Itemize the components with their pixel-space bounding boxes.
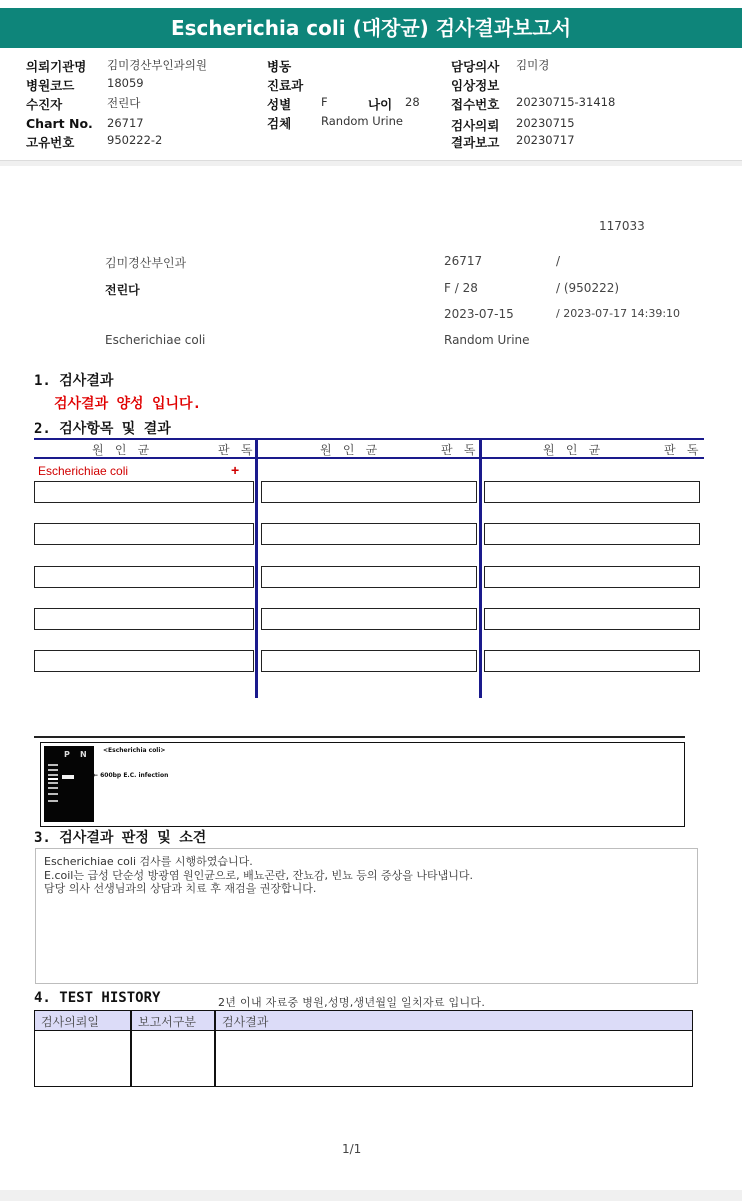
info-sex-age: F / 28 bbox=[444, 281, 478, 295]
info-report-datetime: / 2023-07-17 14:39:10 bbox=[556, 307, 681, 320]
gel-photo bbox=[44, 746, 94, 822]
section-2-heading: 2. 검사항목 및 결과 bbox=[34, 421, 171, 437]
history-note: 2년 이내 자료중 병원,성명,생년월일 일치자료 입니다. bbox=[218, 996, 486, 1009]
header-label-unique-no: 고유번호 bbox=[26, 135, 75, 150]
result-row-box bbox=[34, 523, 254, 545]
info-test-name: Escherichiae coli bbox=[105, 333, 206, 347]
header-value-patient: 전린다 bbox=[107, 96, 141, 110]
header-label-chart-no: Chart No. bbox=[26, 116, 93, 131]
result-row-box bbox=[484, 608, 700, 630]
findings-line-3: 담당 의사 선생님과의 상담과 치료 후 재검을 권장합니다. bbox=[44, 882, 317, 895]
result-pathogen-name: Escherichiae coli bbox=[38, 464, 129, 478]
header-label-receipt-no: 접수번호 bbox=[451, 97, 500, 112]
result-row-box bbox=[261, 566, 477, 588]
header-value-age: 28 bbox=[405, 95, 420, 109]
result-table-top-line bbox=[34, 438, 704, 440]
header-label-clinical-info: 임상정보 bbox=[451, 78, 500, 93]
header-label-specimen: 검체 bbox=[267, 116, 292, 131]
gel-lane-n-label: N bbox=[80, 750, 87, 759]
history-table-header bbox=[35, 1011, 692, 1031]
result-table-divider-1 bbox=[255, 438, 258, 698]
column-header-reading-1: 판 독 bbox=[218, 443, 255, 457]
gel-ladder-band bbox=[48, 800, 58, 802]
info-chart-no: 26717 bbox=[444, 254, 483, 268]
column-header-reading-3: 판 독 bbox=[664, 443, 701, 457]
header-value-receipt-no: 20230715-31418 bbox=[516, 95, 616, 109]
header-value-chart-no: 26717 bbox=[107, 116, 144, 130]
header-label-request-date: 검사의뢰 bbox=[451, 118, 500, 133]
history-table bbox=[34, 1010, 693, 1087]
gel-ladder-band bbox=[48, 782, 58, 784]
info-birth: / (950222) bbox=[556, 281, 620, 295]
column-header-pathogen-1: 원 인 균 bbox=[92, 443, 152, 457]
header-label-ward: 병동 bbox=[267, 59, 292, 74]
result-row-box bbox=[484, 650, 700, 672]
info-code: 117033 bbox=[599, 219, 645, 233]
result-table-divider-2 bbox=[479, 438, 482, 698]
info-slash: / bbox=[556, 254, 561, 268]
result-row-box bbox=[484, 523, 700, 545]
gel-ladder-band bbox=[48, 787, 58, 789]
header-label-hospital-code: 병원코드 bbox=[26, 78, 75, 93]
header-label-doctor: 담당의사 bbox=[451, 59, 500, 74]
result-reading-sign: + bbox=[231, 462, 240, 478]
history-col-result: 검사결과 bbox=[222, 1015, 269, 1029]
info-request-date: 2023-07-15 bbox=[444, 307, 514, 321]
positive-result-text: 검사결과 양성 입니다. bbox=[54, 396, 202, 412]
history-col-divider bbox=[214, 1011, 216, 1086]
result-row-box bbox=[261, 650, 477, 672]
header-label-requester: 의뢰기관명 bbox=[26, 59, 87, 74]
gel-positive-band bbox=[62, 775, 74, 779]
findings-line-2: E.coil는 급성 단순성 방광염 원인균으로, 배뇨곤란, 잔뇨감, 빈뇨 등의 증상을 나타냅니다. bbox=[44, 868, 473, 882]
header-value-report-date: 20230717 bbox=[516, 133, 575, 147]
gel-band-note: ← 600bp E.C. infection bbox=[93, 772, 169, 779]
gel-ladder-band bbox=[48, 778, 58, 780]
result-row-box bbox=[261, 608, 477, 630]
gel-ladder-band bbox=[48, 769, 58, 771]
header-value-request-date: 20230715 bbox=[516, 116, 575, 130]
column-header-pathogen-2: 원 인 균 bbox=[320, 443, 380, 457]
history-col-divider bbox=[130, 1011, 132, 1086]
result-row-box bbox=[34, 566, 254, 588]
findings-box bbox=[35, 848, 698, 984]
section-1-heading: 1. 검사결과 bbox=[34, 373, 114, 389]
header-value-doctor: 김미경 bbox=[516, 58, 550, 72]
result-row-box bbox=[34, 650, 254, 672]
header-label-sex: 성별 bbox=[267, 97, 292, 112]
section-3-heading: 3. 검사결과 판정 및 소견 bbox=[34, 830, 207, 846]
page-number: 1/1 bbox=[342, 1142, 362, 1156]
result-row-box bbox=[261, 481, 477, 503]
gel-section-rule bbox=[34, 736, 685, 738]
footer-band bbox=[0, 1190, 742, 1201]
header-label-patient: 수진자 bbox=[26, 97, 63, 112]
gel-electrophoresis-image bbox=[40, 742, 685, 827]
section-4-heading: 4. TEST HISTORY bbox=[34, 990, 161, 1006]
gel-ladder-band bbox=[48, 774, 58, 776]
result-row-box bbox=[261, 523, 477, 545]
gel-lane-p-label: P bbox=[64, 750, 70, 759]
gel-ladder-band bbox=[48, 764, 58, 766]
header-divider bbox=[0, 160, 742, 166]
history-col-request-date: 검사의뢰일 bbox=[41, 1015, 99, 1029]
gel-title: <Escherichia coli> bbox=[103, 747, 166, 754]
result-row-box bbox=[484, 481, 700, 503]
result-row-box bbox=[34, 608, 254, 630]
header-value-unique-no: 950222-2 bbox=[107, 133, 163, 147]
findings-line-1: Escherichiae coli 검사를 시행하였습니다. bbox=[44, 855, 253, 868]
header-value-requester: 김미경산부인과의원 bbox=[107, 58, 207, 72]
history-col-report-type: 보고서구분 bbox=[138, 1015, 196, 1029]
info-patient-name: 전린다 bbox=[105, 283, 140, 297]
report-title: Escherichia coli (대장균) 검사결과보고서 bbox=[0, 8, 742, 48]
info-specimen: Random Urine bbox=[444, 333, 530, 347]
header-label-age: 나이 bbox=[368, 97, 393, 112]
column-header-reading-2: 판 독 bbox=[441, 443, 478, 457]
result-row-box bbox=[484, 566, 700, 588]
gel-ladder-band bbox=[48, 793, 58, 795]
info-hospital: 김미경산부인과 bbox=[105, 256, 187, 270]
header-label-department: 진료과 bbox=[267, 78, 304, 93]
header-value-specimen: Random Urine bbox=[321, 114, 403, 128]
column-header-pathogen-3: 원 인 균 bbox=[543, 443, 603, 457]
result-row-box bbox=[34, 481, 254, 503]
header-label-report-date: 결과보고 bbox=[451, 135, 500, 150]
header-value-hospital-code: 18059 bbox=[107, 76, 144, 90]
header-value-sex: F bbox=[321, 95, 328, 109]
